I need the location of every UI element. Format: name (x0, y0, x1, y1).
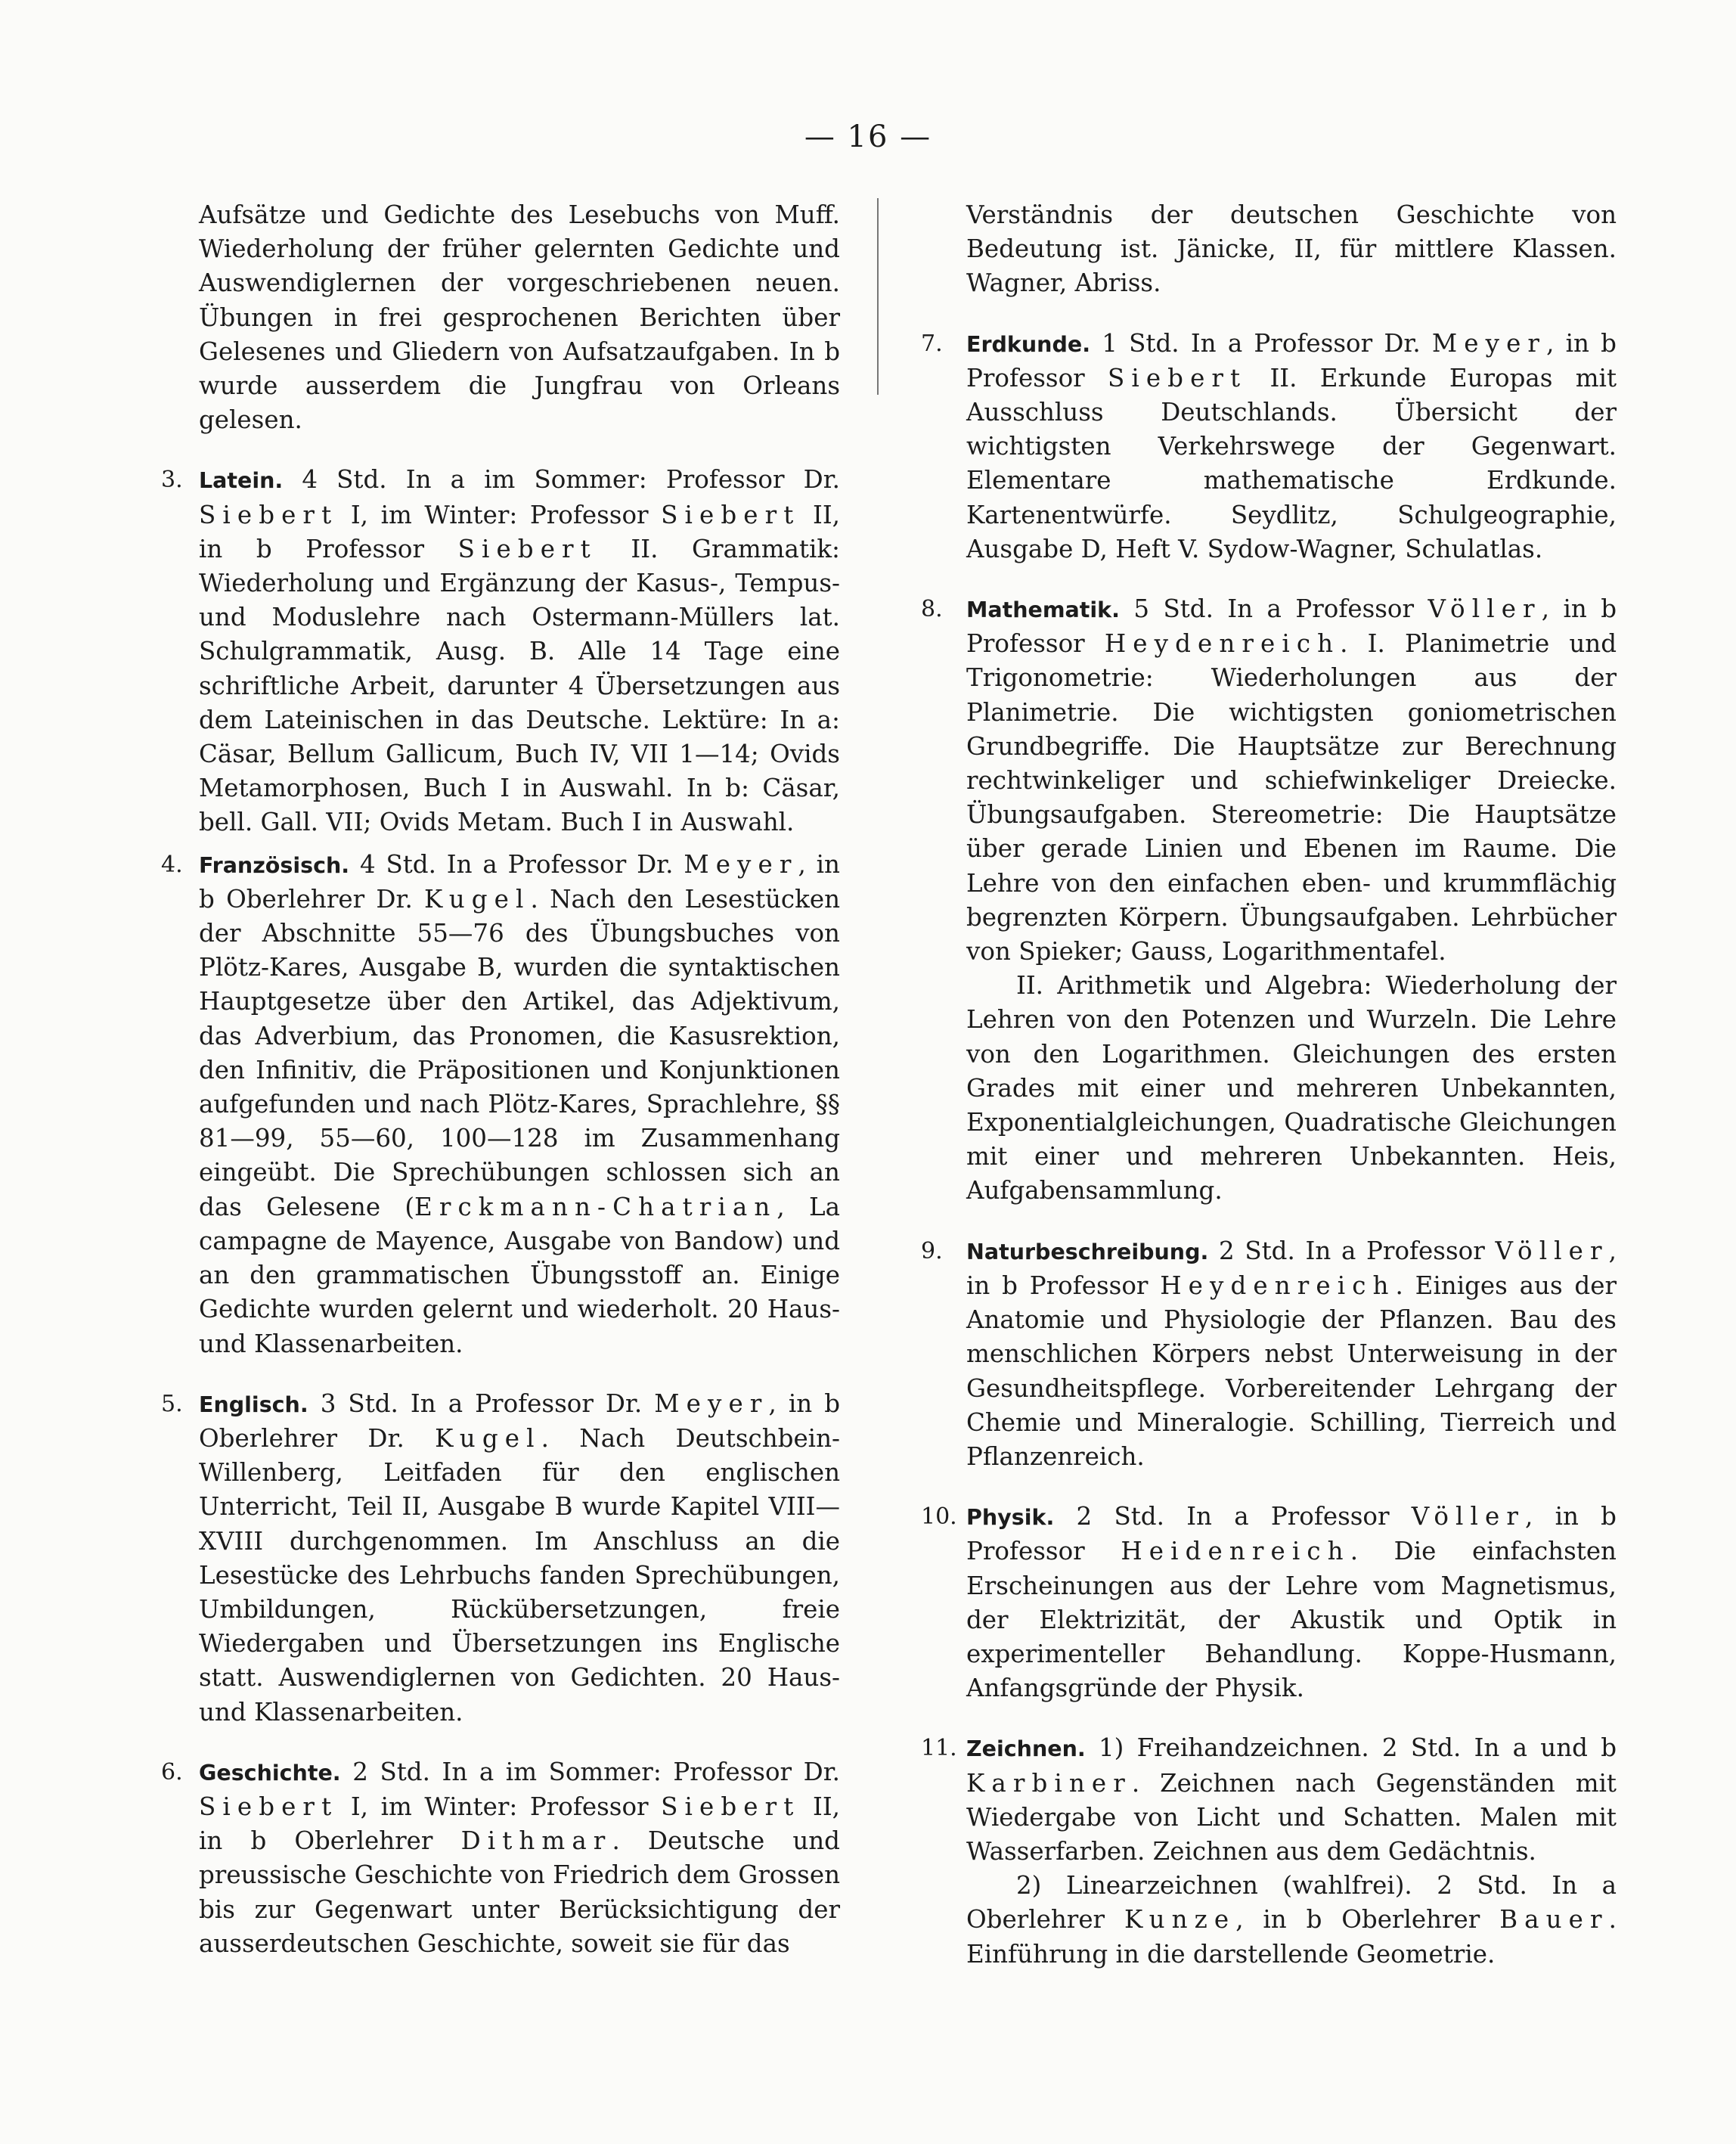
section-text: . Einiges aus der Anatomie und Physiologie der Pflanzen. Bau des menschlichen Körpers nebst Unterweisung in der Gesundheitspflege. Vorbereitender Lehrgang der Chemie und Mineralogie. Schilling, Tierreich und Pflanzenreich. (966, 1271, 1617, 1471)
section-heading: Erdkunde. (966, 331, 1091, 357)
section-physik (921, 1500, 1617, 1705)
intro-paragraph: Aufsätze und Gedichte des Lesebuchs von Muff. Wiederholung der früher gelernten Gedichte und Auswendiglernen der vorgeschriebenen neuen. Übungen in frei gesprochenen Berichten über Gelesenes und Gliedern von Aufsatzaufgaben. In b wurde ausserdem die Jungfrau von Orleans gelesen. (199, 200, 840, 435)
section-text: 5 Std. In a Professor (1119, 594, 1428, 624)
section-zeichnen (921, 1731, 1617, 1869)
teacher-name: Siebert (661, 1792, 801, 1821)
teacher-name: Dithmar (460, 1826, 612, 1856)
column-divider (877, 198, 879, 395)
section-heading: Mathematik. (966, 597, 1120, 623)
section-heading: Physik. (966, 1505, 1055, 1531)
teacher-name: Heydenreich (1160, 1271, 1396, 1300)
section-number: 10. (921, 1503, 957, 1531)
section-text: I, im Winter: Professor (338, 1792, 662, 1821)
section-text: 4 Std. In a Professor Dr. (349, 849, 684, 879)
section-text: II, in b Professor (199, 500, 840, 563)
section-text: . Deutsche und preussische Geschichte von Friedrich dem Grossen bis zur Gegenwart unter Berücksichtigung der ausserdeutschen Geschichte, soweit sie für das (199, 1826, 840, 1958)
teacher-name: Siebert (199, 1792, 339, 1821)
author-name: Erckmann-Chatrian (414, 1192, 777, 1221)
section-text: 2 Std. In a Professor (1208, 1236, 1496, 1265)
section-erdkunde (921, 327, 1617, 566)
section-number: 9. (921, 1237, 943, 1264)
section-text: II. Grammatik: Wiederholung und Ergänzung der Kasus-, Tempus- und Moduslehre nach Ostermann-Müllers lat. Schulgrammatik, Ausg. B. Alle 14 Tage eine schriftliche Arbeit, darunter 4 Übersetzungen aus dem Lateinischen in das Deutsche. Lektüre: In a: Cäsar, Bellum Gallicum, Buch IV, VII 1—14; Ovids Metamorphosen, Buch I in Auswahl. In b: Cäsar, bell. Gall. VII; Ovids Metam. Buch I in Auswahl. (199, 534, 840, 837)
teacher-name: Heydenreich (1104, 629, 1341, 659)
section-heading: Naturbeschreibung. (966, 1239, 1209, 1264)
section-text: , in b Professor (966, 1236, 1617, 1300)
section-text: , in b Professor (966, 1502, 1617, 1566)
section-franzoesisch (161, 848, 840, 1361)
teacher-name: Siebert (1107, 363, 1248, 392)
section-heading: Englisch. (199, 1392, 308, 1417)
section-text: . Nach Deutschbein-Willenberg, Leitfaden für den englischen Unterricht, Teil II, Ausgabe B wurde Kapitel VIII—XVIII durchgenommen. Im Anschluss an die Lesestücke des Lehrbuchs fanden Sprechübungen, Umbildungen, Rückübersetzungen, freie Wiedergaben und Übersetzungen ins Englische statt. Auswendiglernen von Gedichten. 20 Haus- und Klassenarbeiten. (199, 1423, 840, 1727)
mathematik-part-two: II. Arithmetik und Algebra: Wiederholung der Lehren von den Potenzen und Wurzeln. Die Lehre von den Logarithmen. Gleichungen des ersten Grades mit einer und mehreren Unbekannten, Exponentialgleichungen, Quadratische Gleichungen mit einer und mehreren Unbekannten. Heis, Aufgabensammlung. (966, 971, 1617, 1205)
section-text: 2) Linearzeichnen (wahlfrei). 2 Std. In a Oberlehrer (966, 1871, 1617, 1935)
teacher-name: Meyer (684, 849, 798, 879)
left-column (161, 198, 840, 1961)
teacher-name: Siebert (457, 534, 597, 563)
teacher-name: Völler (1495, 1236, 1609, 1265)
teacher-name: Völler (1411, 1502, 1526, 1531)
section-number: 5. (161, 1390, 183, 1417)
teacher-name: Kunze (1124, 1905, 1236, 1935)
teacher-name: Bauer (1499, 1905, 1609, 1935)
teacher-name: Karbiner (966, 1768, 1132, 1798)
section-number: 4. (161, 851, 183, 878)
teacher-name: Siebert (661, 500, 801, 529)
section-text: I, im Winter: Professor (338, 500, 662, 529)
teacher-name: Kugel (435, 1423, 541, 1453)
section-text: . I. Planimetrie und Trigonometrie: Wiederholungen aus der Planimetrie. Die wichtigsten goniometrischen Grundbegriffe. Die Hauptsätze zur Berechnung rechtwinkeliger und schiefwinkeliger Dreiecke. Übungsaufgaben. Stereometrie: Die Hauptsätze über gerade Linien und Ebenen im Raume. Die Lehre von den einfachen eben- und krummflächig begrenzten Körpern. Übungsaufgaben. Lehrbücher von Spieker; Gauss, Logarithmentafel. (966, 629, 1617, 967)
section-text: , La campagne de Mayence, Ausgabe von Bandow) und an den grammatischen Übungsstoff an. Einige Gedichte wurden gelernt und wiederholt. 20 Haus- und Klassenarbeiten. (199, 1192, 840, 1358)
section-number: 3. (161, 467, 183, 494)
section-text: , in b Professor (966, 594, 1617, 659)
teacher-name: Heidenreich (1121, 1537, 1350, 1566)
teacher-name: Siebert (199, 500, 339, 529)
section-latein (161, 463, 840, 839)
section-number: 6. (161, 1758, 183, 1786)
section-number: 8. (921, 596, 943, 623)
section-text: , in b Oberlehrer (1235, 1905, 1500, 1935)
section-text: 3 Std. In a Professor Dr. (308, 1388, 655, 1418)
zeichnen-part-two (966, 1869, 1617, 1972)
section-text: 1) Freihandzeichnen. 2 Std. In a und b (1085, 1733, 1617, 1763)
section-text: 2 Std. In a Professor (1054, 1502, 1412, 1531)
section-number: 7. (921, 330, 943, 357)
section-text: . Nach den Lesestücken der Abschnitte 55—76 des Übungsbuches von Plötz-Kares, Ausgabe B, wurden die syntaktischen Hauptgesetze über den Artikel, das Adjektivum, das Adverbium, das Pronomen, die Kasusrektion, den Infinitiv, die Präpositionen und Konjunktionen aufgefunden und nach Plötz-Kares, Sprachlehre, §§ 81—99, 55—60, 100—128 im Zusammenhang eingeübt. Die Sprechübungen schlossen sich an das Gelesene ( (199, 884, 840, 1221)
section-text: 2 Std. In a im Sommer: Professor Dr. (340, 1757, 840, 1786)
section-mathematik (921, 592, 1617, 969)
section-text: II, in b Oberlehrer (199, 1792, 840, 1856)
right-column (921, 198, 1617, 1972)
teacher-name: Kugel (424, 884, 531, 914)
section-number: 11. (921, 1735, 957, 1762)
section-text: , in b Oberlehrer Dr. (199, 1388, 840, 1453)
section-heading: Latein. (199, 468, 284, 494)
section-geschichte (161, 1755, 840, 1961)
section-englisch (161, 1387, 840, 1730)
section-naturbeschreibung (921, 1234, 1617, 1474)
continuation-paragraph: Verständnis der deutschen Geschichte von Bedeutung ist. Jänicke, II, für mittlere Klassen. Wagner, Abriss. (966, 200, 1617, 298)
teacher-name: Völler (1428, 594, 1542, 624)
section-text: . Einführung in die darstellende Geometrie. (966, 1905, 1617, 1969)
section-text: . Die einfachsten Erscheinungen aus der Lehre vom Magnetismus, der Elektrizität, der Akustik und Optik in experimenteller Behandlung. Koppe-Husmann, Anfangsgründe der Physik. (966, 1537, 1617, 1703)
section-text: , in b Professor (966, 328, 1617, 392)
section-heading: Zeichnen. (966, 1736, 1086, 1762)
section-text: 1 Std. In a Professor Dr. (1090, 328, 1432, 358)
section-text: . Zeichnen nach Gegenständen mit Wiedergabe von Licht und Schatten. Malen mit Wasserfarben. Zeichnen aus dem Gedächtnis. (966, 1768, 1617, 1866)
page-number: — 16 — (804, 119, 932, 154)
section-heading: Geschichte. (199, 1760, 341, 1786)
section-text: 4 Std. In a im Sommer: Professor Dr. (283, 465, 840, 495)
section-text: II. Erkunde Europas mit Ausschluss Deutschlands. Übersicht der wichtigsten Verkehrswege der Gegenwart. Elementare mathematische Erdkunde. Kartenentwürfe. Seydlitz, Schulgeographie, Ausgabe D, Heft V. Sydow-Wagner, Schulatlas. (966, 363, 1617, 563)
section-heading: Französisch. (199, 852, 350, 878)
teacher-name: Meyer (1431, 328, 1547, 358)
teacher-name: Meyer (654, 1388, 769, 1418)
section-text: , in b Oberlehrer Dr. (199, 849, 840, 914)
